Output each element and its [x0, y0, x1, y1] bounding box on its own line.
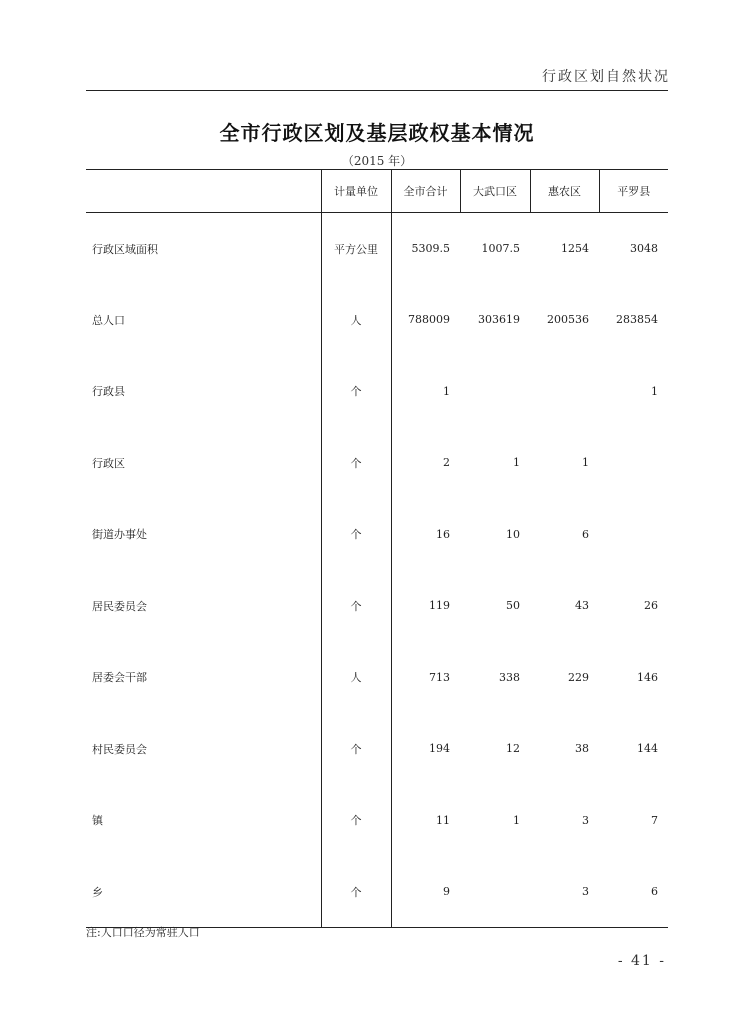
- total-cell: 788009: [408, 313, 450, 327]
- total-cell: 16: [436, 527, 450, 541]
- column-header-pingluo: 平罗县: [599, 170, 668, 213]
- table-title: 全市行政区划及基层政权基本情况: [219, 121, 535, 145]
- table-row: [86, 213, 668, 285]
- total-cell: 119: [429, 599, 450, 613]
- table-header-row: [86, 170, 668, 213]
- table-row: [86, 284, 668, 356]
- column-header-huinong: 惠农区: [530, 170, 599, 213]
- total-cell: 1: [443, 384, 450, 398]
- row-label: 居民委员会: [92, 599, 147, 613]
- huinong-cell: 229: [568, 670, 589, 684]
- total-cell: 194: [429, 742, 450, 756]
- header-rule: [86, 90, 668, 91]
- table-row: [86, 785, 668, 857]
- unit-cell: 人: [321, 284, 391, 356]
- huinong-cell: 3: [582, 813, 589, 827]
- unit-cell: 个: [321, 713, 391, 785]
- footnote: 注:人口口径为常驻人口: [86, 926, 200, 939]
- pingluo-cell: 3048: [630, 242, 658, 255]
- pingluo-cell: 144: [637, 742, 658, 756]
- pingluo-cell: [599, 427, 668, 499]
- table-row: [86, 642, 668, 714]
- unit-cell: 个: [321, 856, 391, 928]
- unit-cell: 个: [321, 570, 391, 642]
- unit-cell: 个: [321, 499, 391, 571]
- unit-cell: 个: [321, 356, 391, 428]
- dawukou-cell: 1007.5: [481, 242, 520, 255]
- unit-cell: 个: [321, 427, 391, 499]
- dawukou-cell: 303619: [478, 313, 520, 327]
- table-row: [86, 356, 668, 428]
- pingluo-cell: 1: [651, 384, 658, 398]
- huinong-cell: 43: [575, 599, 589, 613]
- dawukou-cell: 1: [513, 456, 520, 470]
- pingluo-cell: [599, 499, 668, 571]
- table-row: [86, 499, 668, 571]
- column-header-total: 全市合计: [391, 170, 460, 213]
- huinong-cell: 200536: [547, 313, 589, 327]
- row-label: 居委会干部: [92, 671, 147, 685]
- column-header-unit: 计量单位: [321, 170, 391, 213]
- dawukou-cell: 1: [513, 813, 520, 827]
- row-label: 总人口: [92, 313, 125, 327]
- pingluo-cell: 26: [644, 599, 658, 613]
- dawukou-cell: 50: [506, 599, 520, 613]
- huinong-cell: [530, 356, 599, 428]
- row-label: 村民委员会: [92, 742, 147, 756]
- stats-table: [86, 169, 668, 928]
- table-row: [86, 570, 668, 642]
- huinong-cell: 6: [582, 527, 589, 541]
- table-body: [86, 213, 668, 928]
- unit-cell: 人: [321, 642, 391, 714]
- dawukou-cell: [460, 856, 530, 928]
- huinong-cell: 1254: [561, 242, 589, 255]
- table-row: [86, 427, 668, 499]
- pingluo-cell: 146: [637, 670, 658, 684]
- row-label: 乡: [92, 885, 103, 899]
- huinong-cell: 1: [582, 456, 589, 470]
- total-cell: 5309.5: [411, 242, 450, 255]
- running-header: 行政区划自然状况: [542, 69, 670, 85]
- dawukou-cell: 10: [506, 527, 520, 541]
- row-label: 行政县: [92, 385, 125, 399]
- unit-cell: 平方公里: [321, 213, 391, 285]
- huinong-cell: 38: [575, 742, 589, 756]
- column-header-item: [86, 170, 321, 213]
- dawukou-cell: 12: [506, 742, 520, 756]
- row-label: 街道办事处: [92, 528, 147, 542]
- pingluo-cell: 6: [651, 885, 658, 898]
- total-cell: 2: [443, 456, 450, 470]
- table-row: [86, 713, 668, 785]
- unit-cell: 个: [321, 785, 391, 857]
- table-subtitle: （2015 年）: [341, 154, 413, 168]
- column-header-dawukou: 大武口区: [460, 170, 530, 213]
- total-cell: 11: [436, 813, 450, 827]
- total-cell: 9: [443, 885, 450, 898]
- pingluo-cell: 283854: [616, 313, 658, 327]
- dawukou-cell: 338: [499, 670, 520, 684]
- row-label: 行政区: [92, 456, 125, 470]
- row-label: 行政区域面积: [92, 242, 158, 256]
- page-number: - 41 -: [617, 953, 666, 969]
- row-label: 镇: [92, 814, 103, 828]
- dawukou-cell: [460, 356, 530, 428]
- total-cell: 713: [429, 670, 450, 684]
- table-row: [86, 856, 668, 928]
- huinong-cell: 3: [582, 885, 589, 898]
- pingluo-cell: 7: [651, 813, 658, 827]
